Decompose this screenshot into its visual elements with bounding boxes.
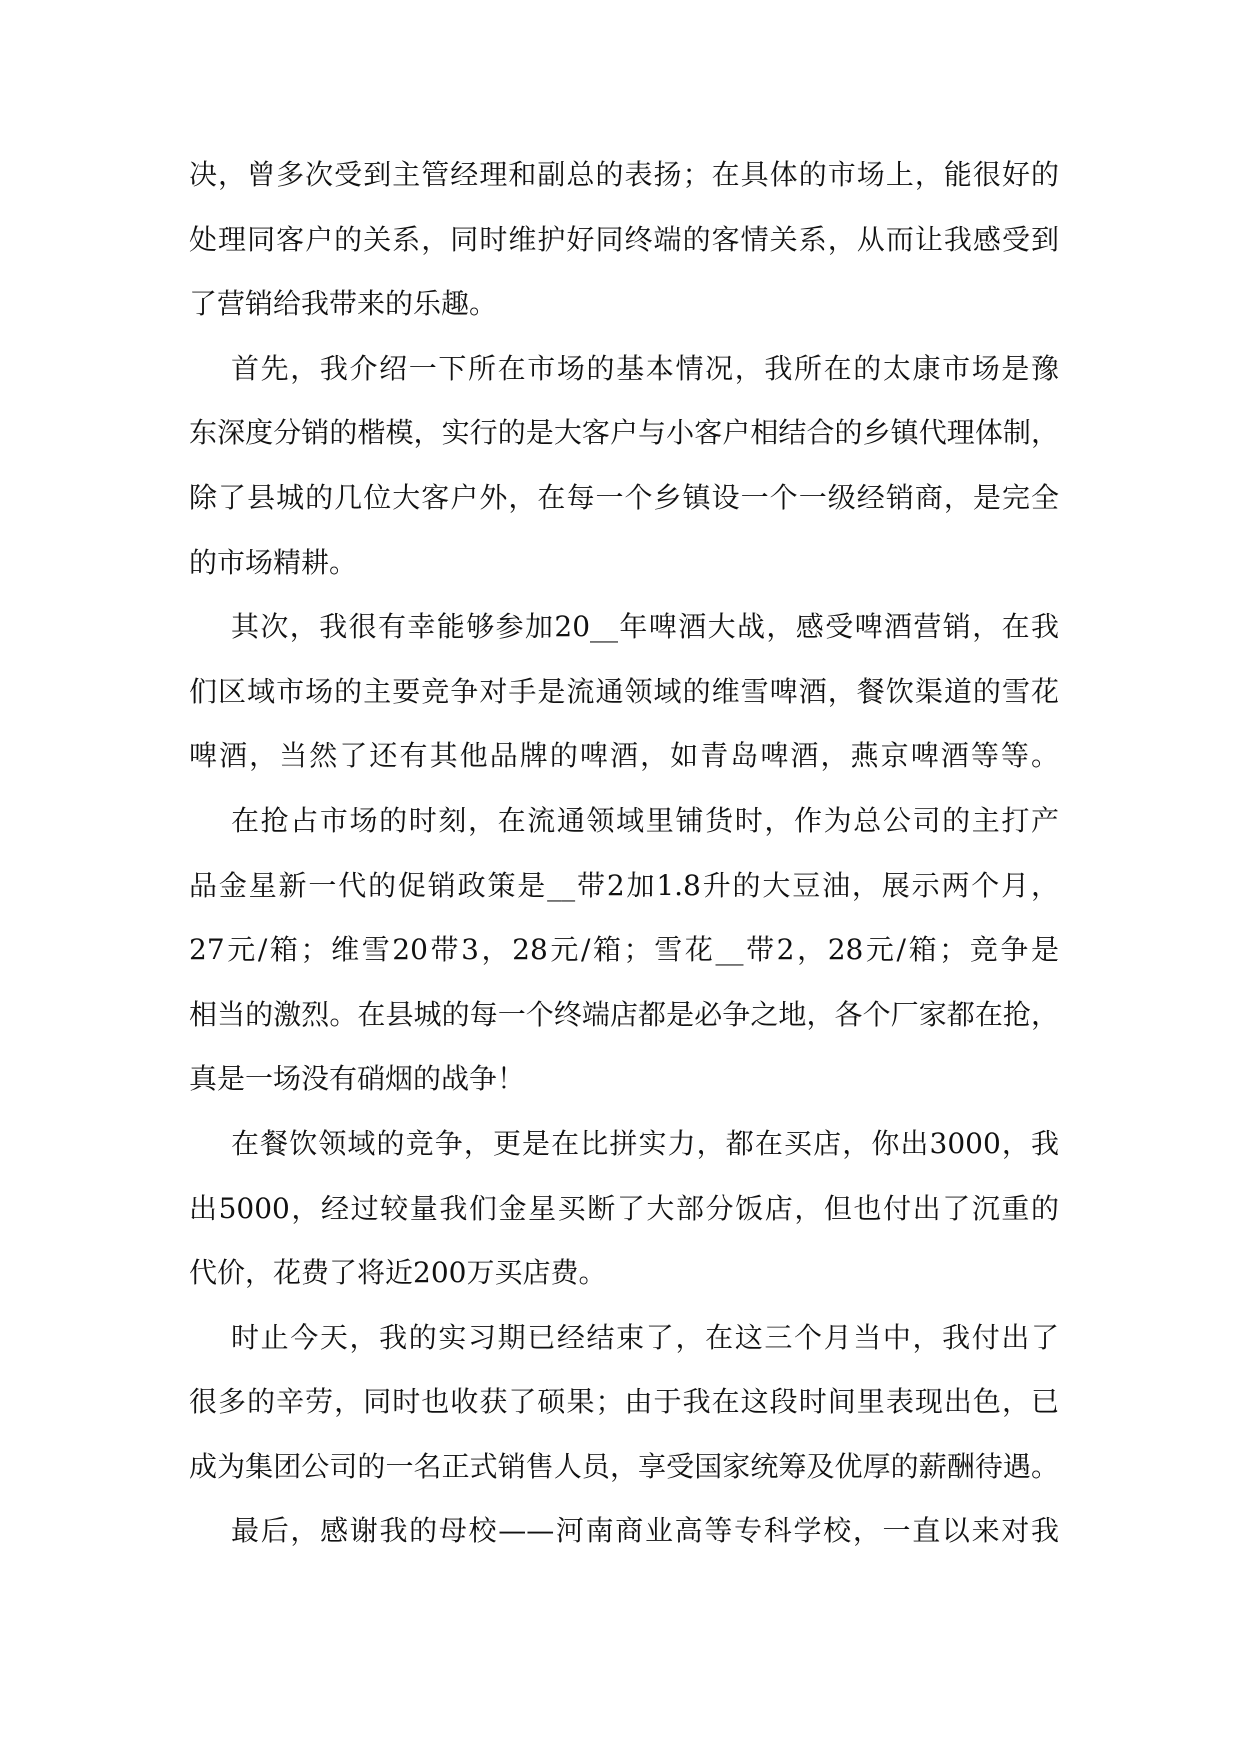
text-line: 的市场精耕。 xyxy=(189,545,358,579)
text-line: 东深度分销的楷模，实行的是大客户与小客户相结合的乡镇代理体制， xyxy=(189,416,1059,450)
text-line: 们区域市场的主要竞争对手是流通领域的维雪啤酒，餐饮渠道的雪花 xyxy=(189,674,1059,708)
text-line: 真是一场没有硝烟的战争！ xyxy=(189,1062,526,1096)
text-line: 决，曾多次受到主管经理和副总的表扬；在具体的市场上，能很好的 xyxy=(189,158,1059,191)
text-line: 除了县城的几位大客户外，在每一个乡镇设一个一级经销商，是完全 xyxy=(189,480,1059,514)
text-line: 在餐饮领域的竞争，更是在比拼实力，都在买店，你出3000，我 xyxy=(231,1126,1059,1160)
text-line: 很多的辛劳，同时也收获了硕果；由于我在这段时间里表现出色，已 xyxy=(189,1385,1059,1419)
text-line: 其次，我很有幸能够参加20__年啤酒大战，感受啤酒营销，在我 xyxy=(231,610,1059,644)
text-line: 品金星新一代的促销政策是__带2加1.8升的大豆油，展示两个月， xyxy=(189,868,1059,902)
text-line: 啤酒，当然了还有其他品牌的啤酒，如青岛啤酒，燕京啤酒等等。 xyxy=(189,739,1059,773)
text-line: 最后，感谢我的母校——河南商业高等专科学校，一直以来对我 xyxy=(231,1514,1059,1548)
text-line: 时止今天，我的实习期已经结束了，在这三个月当中，我付出了 xyxy=(231,1320,1059,1354)
text-line: 代价，花费了将近200万买店费。 xyxy=(189,1256,607,1290)
text-line: 了营销给我带来的乐趣。 xyxy=(189,287,498,321)
text-line: 在抢占市场的时刻，在流通领域里铺货时，作为总公司的主打产 xyxy=(231,803,1059,837)
text-line: 相当的激烈。在县城的每一个终端店都是必争之地，各个厂家都在抢， xyxy=(189,997,1059,1031)
body-text xyxy=(189,155,1059,1576)
text-line: 首先，我介绍一下所在市场的基本情况，我所在的太康市场是豫 xyxy=(231,351,1059,385)
text-line: 处理同客户的关系，同时维护好同终端的客情关系，从而让我感受到 xyxy=(189,222,1059,256)
text-line: 成为集团公司的一名正式销售人员，享受国家统筹及优厚的薪酬待遇。 xyxy=(189,1449,1059,1483)
text-line: 出5000，经过较量我们金星买断了大部分饭店，但也付出了沉重的 xyxy=(189,1191,1059,1225)
text-line: 27元/箱；维雪20带3，28元/箱；雪花__带2，28元/箱；竞争是 xyxy=(189,933,1059,967)
